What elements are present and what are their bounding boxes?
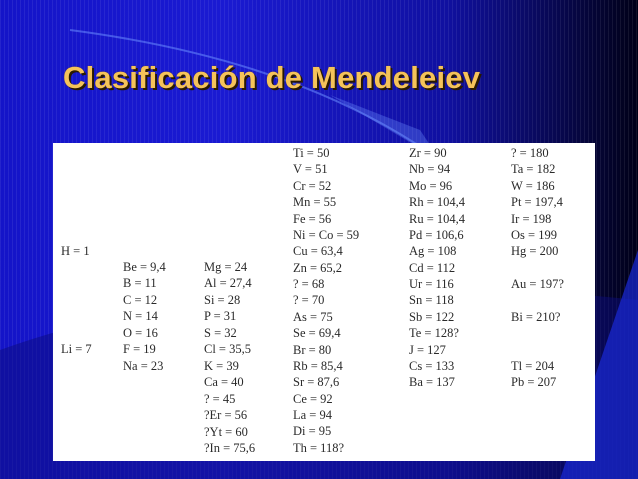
element-cell: Mn = 55 [293, 195, 337, 210]
element-cell: H = 1 [61, 243, 90, 258]
slide-title: Clasificación de Mendeleiev [63, 60, 481, 95]
element-cell: F = 19 [123, 342, 156, 357]
element-cell: Sr = 87,6 [293, 375, 340, 390]
element-cell: Ta = 182 [511, 162, 556, 177]
element-cell: O = 16 [123, 325, 158, 340]
element-cell: Li = 7 [61, 342, 92, 357]
element-cell: Cr = 52 [293, 178, 332, 193]
element-cell: ? = 68 [293, 277, 325, 292]
element-cell: Pb = 207 [511, 375, 557, 390]
element-cell: Cl = 35,5 [204, 342, 251, 357]
element-cell: ? = 45 [204, 391, 236, 406]
element-cell: Br = 80 [293, 342, 332, 357]
element-cell: ?In = 75,6 [204, 440, 256, 455]
element-cell: Cs = 133 [409, 358, 455, 373]
element-cell: Zn = 65,2 [293, 260, 343, 275]
element-cell: Zr = 90 [409, 146, 447, 160]
element-cell: Mo = 96 [409, 178, 453, 193]
element-cell: Mg = 24 [204, 260, 248, 274]
element-cell: Nb = 94 [409, 162, 451, 177]
element-cell: P = 31 [204, 309, 237, 324]
element-cell: C = 12 [123, 292, 158, 307]
element-cell: Al = 27,4 [204, 276, 252, 291]
element-cell: Sb = 122 [409, 309, 455, 324]
element-cell: W = 186 [511, 178, 555, 193]
element-cell: Ur = 116 [409, 277, 454, 292]
element-cell: Ni = Co = 59 [293, 227, 360, 242]
element-cell: Ba = 137 [409, 375, 455, 390]
element-cell: B = 11 [123, 276, 157, 291]
element-cell: Rb = 85,4 [293, 358, 343, 373]
element-cell: Si = 28 [204, 292, 241, 307]
element-cell: Rh = 104,4 [409, 195, 466, 210]
element-cell: S = 32 [204, 325, 237, 340]
element-cell: V = 51 [293, 162, 328, 177]
element-cell: ?Er = 56 [204, 408, 248, 423]
element-cell: Cu = 63,4 [293, 244, 343, 259]
element-cell: Te = 128? [409, 326, 459, 341]
element-cell: Be = 9,4 [123, 260, 166, 274]
element-cell: Au = 197? [511, 277, 564, 292]
mendeleev-table [53, 143, 595, 461]
element-cell: ?Yt = 60 [204, 424, 248, 439]
element-cell: Ca = 40 [204, 375, 244, 390]
element-cell: J = 127 [409, 342, 446, 357]
element-cell: N = 14 [123, 309, 158, 324]
element-cell: Ti = 50 [293, 146, 330, 160]
element-cell: Pd = 106,6 [409, 227, 464, 242]
element-cell: Cd = 112 [409, 260, 456, 275]
element-cell: Bi = 210? [511, 309, 561, 324]
element-cell: Se = 69,4 [293, 326, 341, 341]
element-cell: La = 94 [293, 408, 332, 423]
element-cell: Ce = 92 [293, 391, 333, 406]
element-cell: Hg = 200 [511, 244, 559, 259]
element-cell: ? = 180 [511, 146, 549, 160]
element-cell: Fe = 56 [293, 211, 332, 226]
element-cell: K = 39 [204, 358, 239, 373]
element-cell: Th = 118? [293, 440, 345, 455]
element-cell: Ag = 108 [409, 244, 457, 259]
element-cell: Di = 95 [293, 424, 332, 439]
element-cell: As = 75 [293, 309, 333, 324]
element-cell: Ru = 104,4 [409, 211, 466, 226]
element-cell: Sn = 118 [409, 293, 454, 308]
element-cell: Pt = 197,4 [511, 195, 563, 210]
element-cell: Tl = 204 [511, 358, 555, 373]
element-cell: ? = 70 [293, 293, 325, 308]
element-cell: Os = 199 [511, 227, 557, 242]
element-cell: Na = 23 [123, 358, 164, 373]
element-cell: Ir = 198 [511, 211, 552, 226]
